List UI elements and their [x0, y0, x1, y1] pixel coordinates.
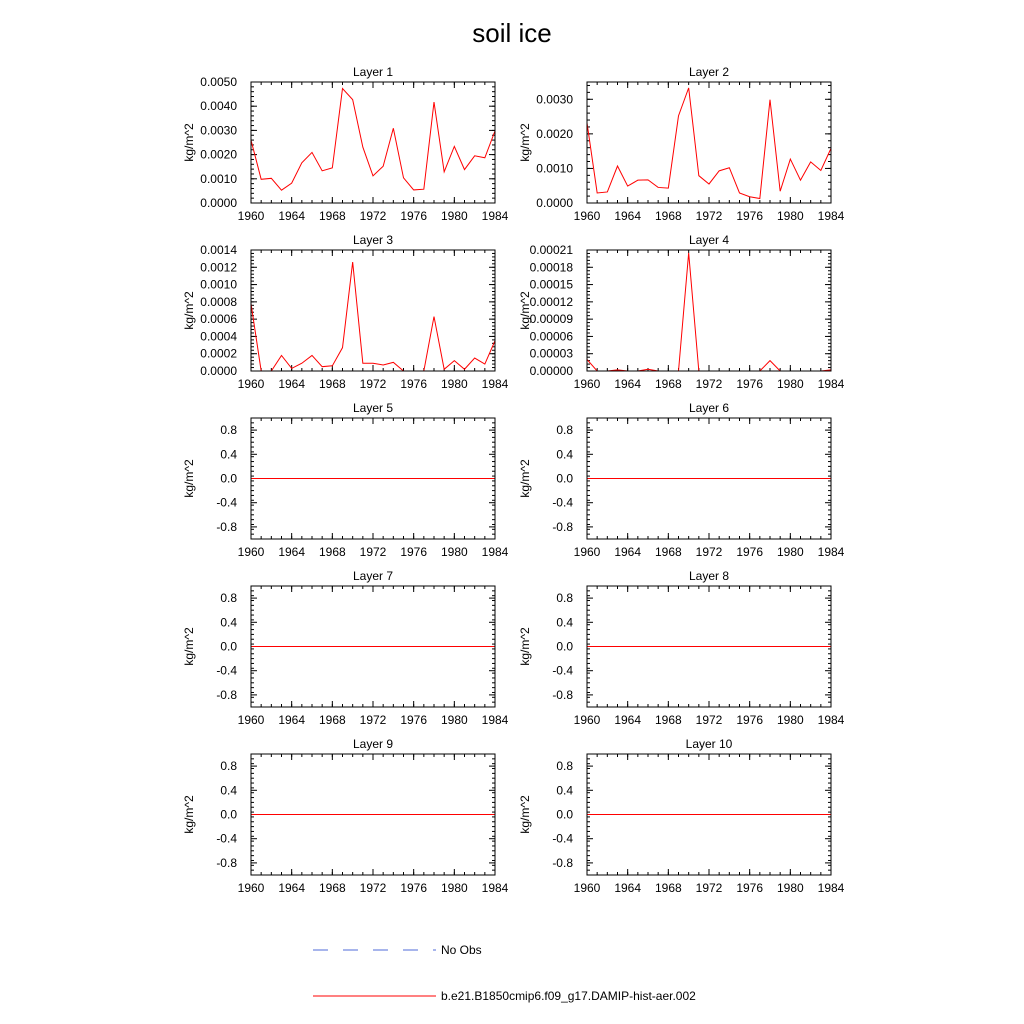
- x-tick-label: 1972: [359, 209, 387, 223]
- panel-layer-6: [518, 401, 845, 559]
- y-tick-label: 0.4: [556, 783, 573, 798]
- y-tick-label: 0.0008: [200, 294, 237, 309]
- x-tick-label: 1968: [654, 713, 682, 727]
- y-axis-label: kg/m^2: [182, 627, 196, 666]
- y-tick-label: 0.00015: [529, 277, 573, 292]
- x-tick-label: 1972: [359, 881, 387, 895]
- x-tick-label: 1984: [817, 713, 845, 727]
- y-tick-label: 0.00012: [529, 294, 573, 309]
- x-tick-label: 1960: [573, 881, 601, 895]
- y-tick-label: 0.8: [556, 423, 573, 438]
- y-tick-label: 0.0050: [200, 75, 237, 89]
- x-tick-label: 1980: [776, 545, 804, 559]
- y-tick-label: 0.00003: [529, 346, 573, 361]
- y-tick-label: 0.0012: [200, 260, 237, 275]
- y-tick-label: 0.0000: [200, 196, 237, 210]
- x-tick-label: 1976: [400, 545, 428, 559]
- y-tick-label: 0.4: [220, 615, 237, 630]
- x-tick-label: 1980: [776, 209, 804, 223]
- x-tick-label: 1964: [614, 881, 642, 895]
- panel-title: Layer 2: [688, 65, 730, 79]
- x-tick-label: 1972: [695, 545, 723, 559]
- x-tick-label: 1984: [817, 545, 845, 559]
- y-tick-label: -0.8: [216, 855, 237, 870]
- x-tick-label: 1968: [318, 545, 346, 559]
- x-tick-label: 1968: [654, 377, 682, 391]
- x-tick-label: 1976: [736, 209, 764, 223]
- y-axis-label: kg/m^2: [182, 123, 196, 162]
- legend: [313, 943, 696, 1003]
- y-axis-label: kg/m^2: [182, 291, 196, 330]
- panel-layer-2: [518, 65, 845, 223]
- x-tick-label: 1968: [654, 209, 682, 223]
- y-axis-label: kg/m^2: [182, 795, 196, 834]
- panel-layer-8: [518, 569, 845, 727]
- x-tick-label: 1972: [695, 881, 723, 895]
- x-tick-label: 1976: [736, 377, 764, 391]
- y-tick-label: -0.8: [216, 687, 237, 702]
- y-tick-label: 0.00021: [529, 243, 573, 257]
- x-tick-label: 1976: [400, 713, 428, 727]
- series-line: [251, 262, 495, 371]
- y-tick-label: -0.8: [552, 855, 573, 870]
- y-tick-label: 0.0000: [536, 196, 573, 210]
- x-tick-label: 1976: [736, 881, 764, 895]
- y-tick-label: 0.8: [556, 759, 573, 774]
- x-tick-label: 1972: [695, 209, 723, 223]
- panel-title: Layer 1: [352, 65, 394, 79]
- x-tick-label: 1976: [400, 377, 428, 391]
- panel-layer-1: [182, 65, 509, 223]
- x-tick-label: 1960: [573, 713, 601, 727]
- x-tick-label: 1968: [654, 881, 682, 895]
- y-tick-label: 0.4: [220, 447, 237, 462]
- y-tick-label: 0.00009: [529, 312, 573, 327]
- y-axis-label: kg/m^2: [518, 123, 532, 162]
- y-tick-label: -0.4: [216, 495, 237, 510]
- y-tick-label: 0.0004: [200, 329, 237, 344]
- plot-frame: [251, 82, 495, 203]
- x-tick-label: 1964: [614, 209, 642, 223]
- x-tick-label: 1964: [278, 545, 306, 559]
- y-tick-label: 0.0040: [200, 99, 237, 114]
- y-axis-label: kg/m^2: [518, 627, 532, 666]
- x-tick-label: 1964: [614, 545, 642, 559]
- y-tick-label: 0.4: [556, 447, 573, 462]
- y-tick-label: 0.0020: [536, 126, 573, 141]
- y-tick-label: 0.0014: [200, 243, 237, 257]
- x-tick-label: 1960: [573, 209, 601, 223]
- y-tick-label: 0.00006: [529, 329, 573, 344]
- x-tick-label: 1964: [614, 377, 642, 391]
- y-tick-label: 0.0: [220, 807, 237, 822]
- x-tick-label: 1976: [400, 881, 428, 895]
- x-tick-label: 1980: [776, 377, 804, 391]
- x-tick-label: 1976: [736, 545, 764, 559]
- x-tick-label: 1984: [481, 545, 509, 559]
- y-tick-label: 0.0006: [200, 312, 237, 327]
- y-tick-label: 0.0: [556, 639, 573, 654]
- x-tick-label: 1960: [573, 545, 601, 559]
- y-tick-label: 0.0020: [200, 147, 237, 162]
- y-tick-label: 0.0: [220, 639, 237, 654]
- y-axis-label: kg/m^2: [182, 459, 196, 498]
- panel-layer-7: [182, 569, 509, 727]
- x-tick-label: 1984: [817, 209, 845, 223]
- x-tick-label: 1960: [237, 881, 265, 895]
- x-tick-label: 1964: [278, 713, 306, 727]
- series-line: [587, 88, 831, 199]
- x-tick-label: 1972: [359, 377, 387, 391]
- x-tick-label: 1984: [481, 881, 509, 895]
- y-axis-label: kg/m^2: [518, 459, 532, 498]
- x-tick-label: 1980: [440, 713, 468, 727]
- panel-layer-4: [518, 233, 845, 391]
- x-tick-label: 1968: [318, 377, 346, 391]
- panel-layer-9: [182, 737, 509, 895]
- y-tick-label: 0.0: [220, 471, 237, 486]
- y-tick-label: 0.0010: [200, 277, 237, 292]
- y-tick-label: 0.0030: [536, 92, 573, 107]
- y-tick-label: 0.0002: [200, 346, 237, 361]
- x-tick-label: 1980: [440, 377, 468, 391]
- y-tick-label: -0.4: [552, 495, 573, 510]
- y-tick-label: 0.0000: [200, 364, 237, 378]
- x-tick-label: 1972: [359, 713, 387, 727]
- plot-frame: [251, 250, 495, 371]
- y-tick-label: 0.4: [556, 615, 573, 630]
- x-tick-label: 1980: [440, 881, 468, 895]
- x-tick-label: 1972: [695, 713, 723, 727]
- panel-title: Layer 3: [352, 233, 394, 247]
- x-tick-label: 1976: [400, 209, 428, 223]
- y-tick-label: 0.8: [220, 423, 237, 438]
- plot-frame: [587, 250, 831, 371]
- y-tick-label: 0.0: [556, 807, 573, 822]
- series-line: [251, 89, 495, 191]
- y-tick-label: -0.8: [552, 687, 573, 702]
- x-tick-label: 1960: [237, 377, 265, 391]
- x-tick-label: 1972: [695, 377, 723, 391]
- x-tick-label: 1960: [573, 377, 601, 391]
- y-tick-label: 0.0010: [536, 161, 573, 176]
- y-tick-label: 0.0010: [200, 171, 237, 186]
- y-tick-label: 0.00000: [529, 364, 573, 378]
- y-axis-label: kg/m^2: [518, 291, 532, 330]
- panels-grid: [182, 65, 845, 895]
- panel-title: Layer 4: [688, 233, 730, 247]
- figure-title: soil ice: [472, 18, 552, 48]
- x-tick-label: 1980: [776, 713, 804, 727]
- x-tick-label: 1980: [776, 881, 804, 895]
- panel-title: Layer 10: [685, 737, 733, 751]
- x-tick-label: 1972: [359, 545, 387, 559]
- x-tick-label: 1968: [318, 209, 346, 223]
- y-tick-label: -0.4: [216, 831, 237, 846]
- y-tick-label: -0.8: [216, 519, 237, 534]
- y-tick-label: 0.8: [220, 759, 237, 774]
- x-tick-label: 1984: [481, 713, 509, 727]
- legend-no-obs-label: No Obs: [441, 943, 482, 957]
- y-tick-label: -0.4: [552, 831, 573, 846]
- panel-title: Layer 9: [352, 737, 394, 751]
- x-tick-label: 1960: [237, 713, 265, 727]
- x-tick-label: 1964: [278, 377, 306, 391]
- x-tick-label: 1964: [278, 209, 306, 223]
- legend-model-label: b.e21.B1850cmip6.f09_g17.DAMIP-hist-aer.002: [441, 989, 696, 1003]
- panel-title: Layer 8: [688, 569, 730, 583]
- x-tick-label: 1984: [817, 377, 845, 391]
- x-tick-label: 1984: [481, 377, 509, 391]
- y-axis-label: kg/m^2: [518, 795, 532, 834]
- x-tick-label: 1960: [237, 545, 265, 559]
- x-tick-label: 1976: [736, 713, 764, 727]
- y-tick-label: 0.0: [556, 471, 573, 486]
- x-tick-label: 1980: [440, 209, 468, 223]
- x-tick-label: 1968: [318, 713, 346, 727]
- y-tick-label: 0.8: [556, 591, 573, 606]
- x-tick-label: 1980: [440, 545, 468, 559]
- x-tick-label: 1964: [278, 881, 306, 895]
- y-tick-label: 0.0030: [200, 123, 237, 138]
- y-tick-label: -0.8: [552, 519, 573, 534]
- y-tick-label: 0.00018: [529, 260, 573, 275]
- x-tick-label: 1984: [817, 881, 845, 895]
- y-tick-label: 0.8: [220, 591, 237, 606]
- y-tick-label: -0.4: [552, 663, 573, 678]
- x-tick-label: 1960: [237, 209, 265, 223]
- panel-layer-10: [518, 737, 845, 895]
- panel-title: Layer 6: [688, 401, 730, 415]
- panel-title: Layer 7: [352, 569, 394, 583]
- panel-layer-5: [182, 401, 509, 559]
- x-tick-label: 1968: [654, 545, 682, 559]
- series-line: [587, 253, 831, 371]
- panel-layer-3: [182, 233, 509, 391]
- y-tick-label: -0.4: [216, 663, 237, 678]
- x-tick-label: 1984: [481, 209, 509, 223]
- y-tick-label: 0.4: [220, 783, 237, 798]
- x-tick-label: 1964: [614, 713, 642, 727]
- panel-title: Layer 5: [352, 401, 394, 415]
- x-tick-label: 1968: [318, 881, 346, 895]
- plot-frame: [587, 82, 831, 203]
